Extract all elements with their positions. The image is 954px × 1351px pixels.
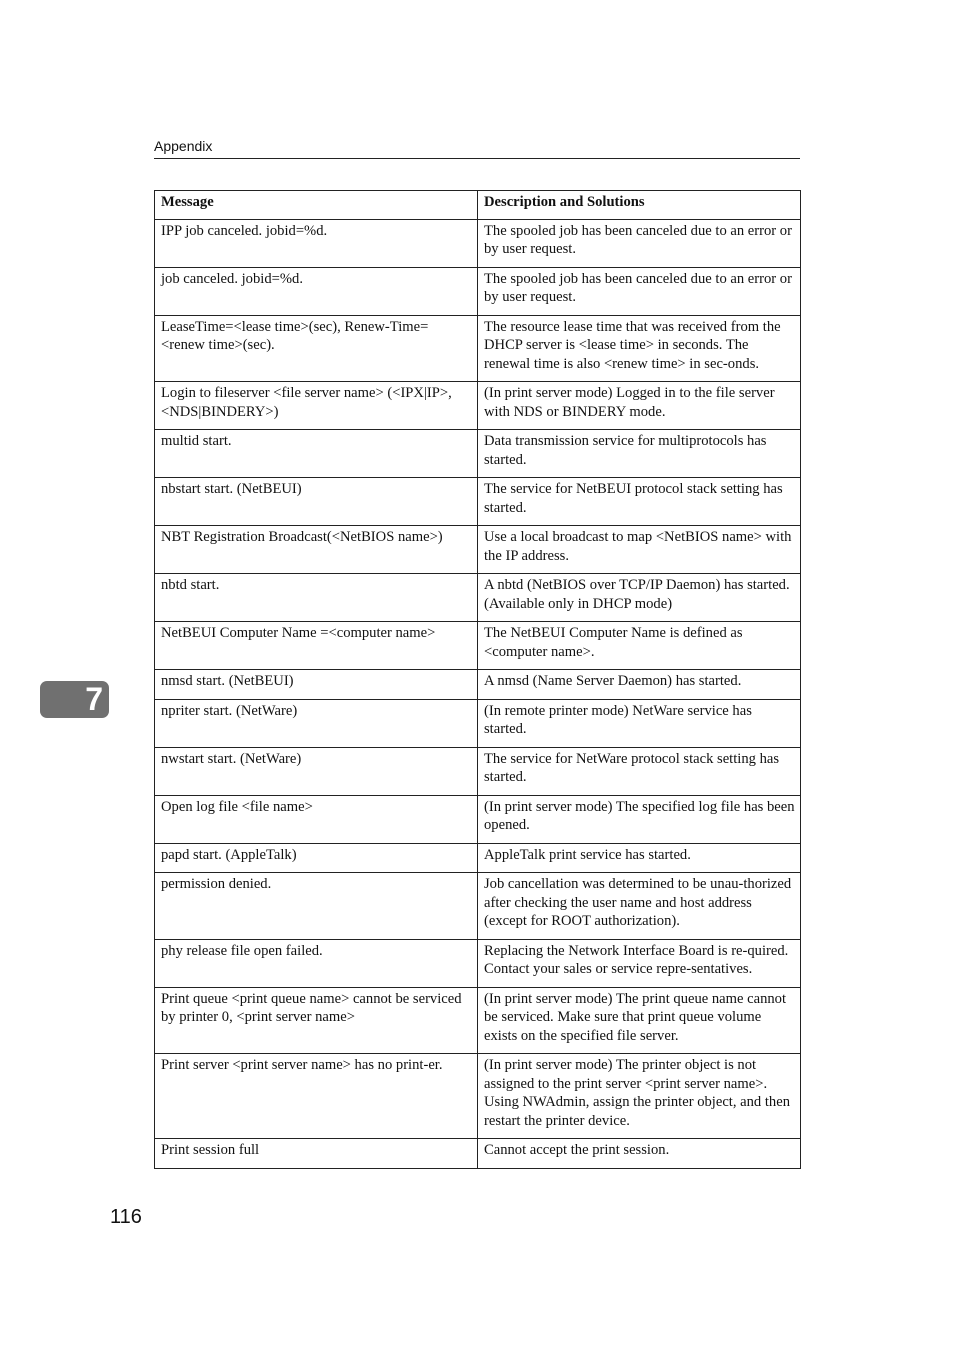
message-cell: npriter start. (NetWare) (155, 699, 478, 747)
column-header-description: Description and Solutions (478, 191, 801, 220)
message-cell: nbtd start. (155, 574, 478, 622)
message-cell: nwstart start. (NetWare) (155, 747, 478, 795)
message-cell: nbstart start. (NetBEUI) (155, 478, 478, 526)
description-cell: The NetBEUI Computer Name is defined as <computer name>. (478, 622, 801, 670)
table-row (155, 267, 801, 315)
description-cell: (In print server mode) The specified log file has been opened. (478, 795, 801, 843)
description-cell: A nmsd (Name Server Daemon) has started. (478, 670, 801, 700)
column-header-message: Message (155, 191, 478, 220)
message-cell: Open log file <file name> (155, 795, 478, 843)
description-cell: The spooled job has been canceled due to an error or by user request. (478, 219, 801, 267)
table-row (155, 939, 801, 987)
message-cell: permission denied. (155, 873, 478, 940)
description-cell: (In print server mode) The printer object is not assigned to the print server <print server name>. Using NWAdmin, assign the printer object, and then restart the printer device. (478, 1054, 801, 1139)
table-row (155, 382, 801, 430)
description-cell: Data transmission service for multiprotocols has started. (478, 430, 801, 478)
table-row (155, 1054, 801, 1139)
message-cell: multid start. (155, 430, 478, 478)
description-cell: Replacing the Network Interface Board is re-quired. Contact your sales or service repre-sentatives. (478, 939, 801, 987)
table-row (155, 526, 801, 574)
description-cell: (In remote printer mode) NetWare service has started. (478, 699, 801, 747)
table-row (155, 873, 801, 940)
chapter-tab: 7 (40, 681, 109, 718)
description-cell: Cannot accept the print session. (478, 1139, 801, 1169)
description-cell: Job cancellation was determined to be unau-thorized after checking the user name and host address (except for ROOT authorization). (478, 873, 801, 940)
description-cell: The service for NetBEUI protocol stack setting has started. (478, 478, 801, 526)
message-cell: NBT Registration Broadcast(<NetBIOS name>) (155, 526, 478, 574)
description-cell: Use a local broadcast to map <NetBIOS name> with the IP address. (478, 526, 801, 574)
table-row (155, 747, 801, 795)
table-row (155, 699, 801, 747)
description-cell: The service for NetWare protocol stack setting has started. (478, 747, 801, 795)
message-cell: Print server <print server name> has no print-er. (155, 1054, 478, 1139)
message-cell: job canceled. jobid=%d. (155, 267, 478, 315)
table-row (155, 315, 801, 382)
message-cell: Login to fileserver <file server name> (<IPX|IP>,<NDS|BINDERY>) (155, 382, 478, 430)
description-cell: The resource lease time that was received from the DHCP server is <lease time> in seconds. The renewal time is also <renew time> in sec-onds. (478, 315, 801, 382)
table-row (155, 670, 801, 700)
section-header: Appendix (154, 138, 213, 154)
description-cell: The spooled job has been canceled due to an error or by user request. (478, 267, 801, 315)
table-row (155, 219, 801, 267)
message-cell: phy release file open failed. (155, 939, 478, 987)
message-cell: papd start. (AppleTalk) (155, 843, 478, 873)
message-table (154, 190, 801, 1169)
message-cell: NetBEUI Computer Name =<computer name> (155, 622, 478, 670)
table-row (155, 430, 801, 478)
header-divider (154, 158, 800, 159)
description-cell: A nbtd (NetBIOS over TCP/IP Daemon) has started. (Available only in DHCP mode) (478, 574, 801, 622)
table-row (155, 987, 801, 1054)
description-cell: (In print server mode) The print queue name cannot be serviced. Make sure that print queue volume exists on the specified file server. (478, 987, 801, 1054)
table-row (155, 622, 801, 670)
message-cell: Print queue <print queue name> cannot be serviced by printer 0, <print server name> (155, 987, 478, 1054)
description-cell: (In print server mode) Logged in to the file server with NDS or BINDERY mode. (478, 382, 801, 430)
table-row (155, 843, 801, 873)
table-row (155, 574, 801, 622)
message-cell: LeaseTime=<lease time>(sec), Renew-Time=<renew time>(sec). (155, 315, 478, 382)
page-number: 116 (110, 1206, 142, 1228)
table-header-row (155, 191, 801, 220)
message-cell: IPP job canceled. jobid=%d. (155, 219, 478, 267)
message-cell: Print session full (155, 1139, 478, 1169)
table-row (155, 795, 801, 843)
table-row (155, 478, 801, 526)
table-body (155, 219, 801, 1168)
table-row (155, 1139, 801, 1169)
message-cell: nmsd start. (NetBEUI) (155, 670, 478, 700)
description-cell: AppleTalk print service has started. (478, 843, 801, 873)
